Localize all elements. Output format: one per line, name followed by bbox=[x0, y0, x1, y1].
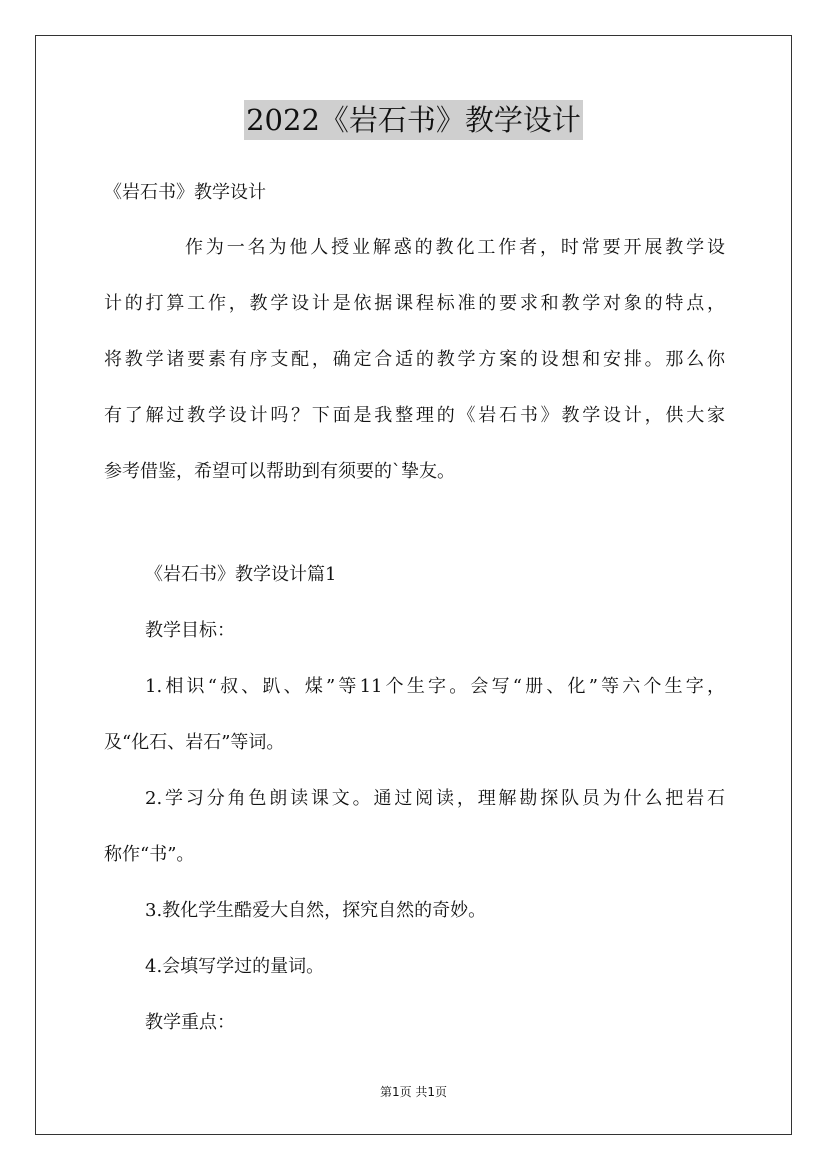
goal-line-1: 1.相识“叔、趴、煤”等11个生字。会写“册、化”等六个生字， bbox=[145, 676, 725, 697]
intro-line-5: 参考借鉴，希望可以帮助到有须要的`挚友。 bbox=[104, 461, 455, 482]
intro-line-2: 计的打算工作，教学设计是依据课程标准的要求和教学对象的特点， bbox=[104, 293, 725, 314]
document-title: 2022《岩石书》教学设计 bbox=[244, 100, 583, 140]
intro-line-3: 将教学诸要素有序支配，确定合适的教学方案的设想和安排。那么你 bbox=[104, 349, 725, 370]
goal-line-3: 2.学习分角色朗读课文。通过阅读，理解勘探队员为什么把岩石 bbox=[145, 788, 725, 809]
goal-line-4: 称作“书”。 bbox=[104, 844, 195, 865]
page-footer: 第1页 共1页 bbox=[379, 1085, 448, 1099]
goal-line-6: 4.会填写学过的量词。 bbox=[145, 956, 325, 977]
goals-label: 教学目标： bbox=[145, 620, 235, 641]
title-container bbox=[0, 100, 827, 140]
goal-line-2: 及“化石、岩石”等词。 bbox=[104, 732, 285, 753]
intro-line-1: 作为一名为他人授业解惑的教化工作者，时常要开展教学设 bbox=[185, 237, 725, 258]
focus-label: 教学重点： bbox=[145, 1012, 235, 1033]
section-heading: 《岩石书》教学设计篇1 bbox=[145, 564, 337, 585]
intro-line-4: 有了解过教学设计吗？下面是我整理的《岩石书》教学设计，供大家 bbox=[104, 405, 725, 426]
goal-line-5: 3.教化学生酷爱大自然，探究自然的奇妙。 bbox=[145, 900, 487, 921]
subtitle: 《岩石书》教学设计 bbox=[104, 182, 266, 203]
